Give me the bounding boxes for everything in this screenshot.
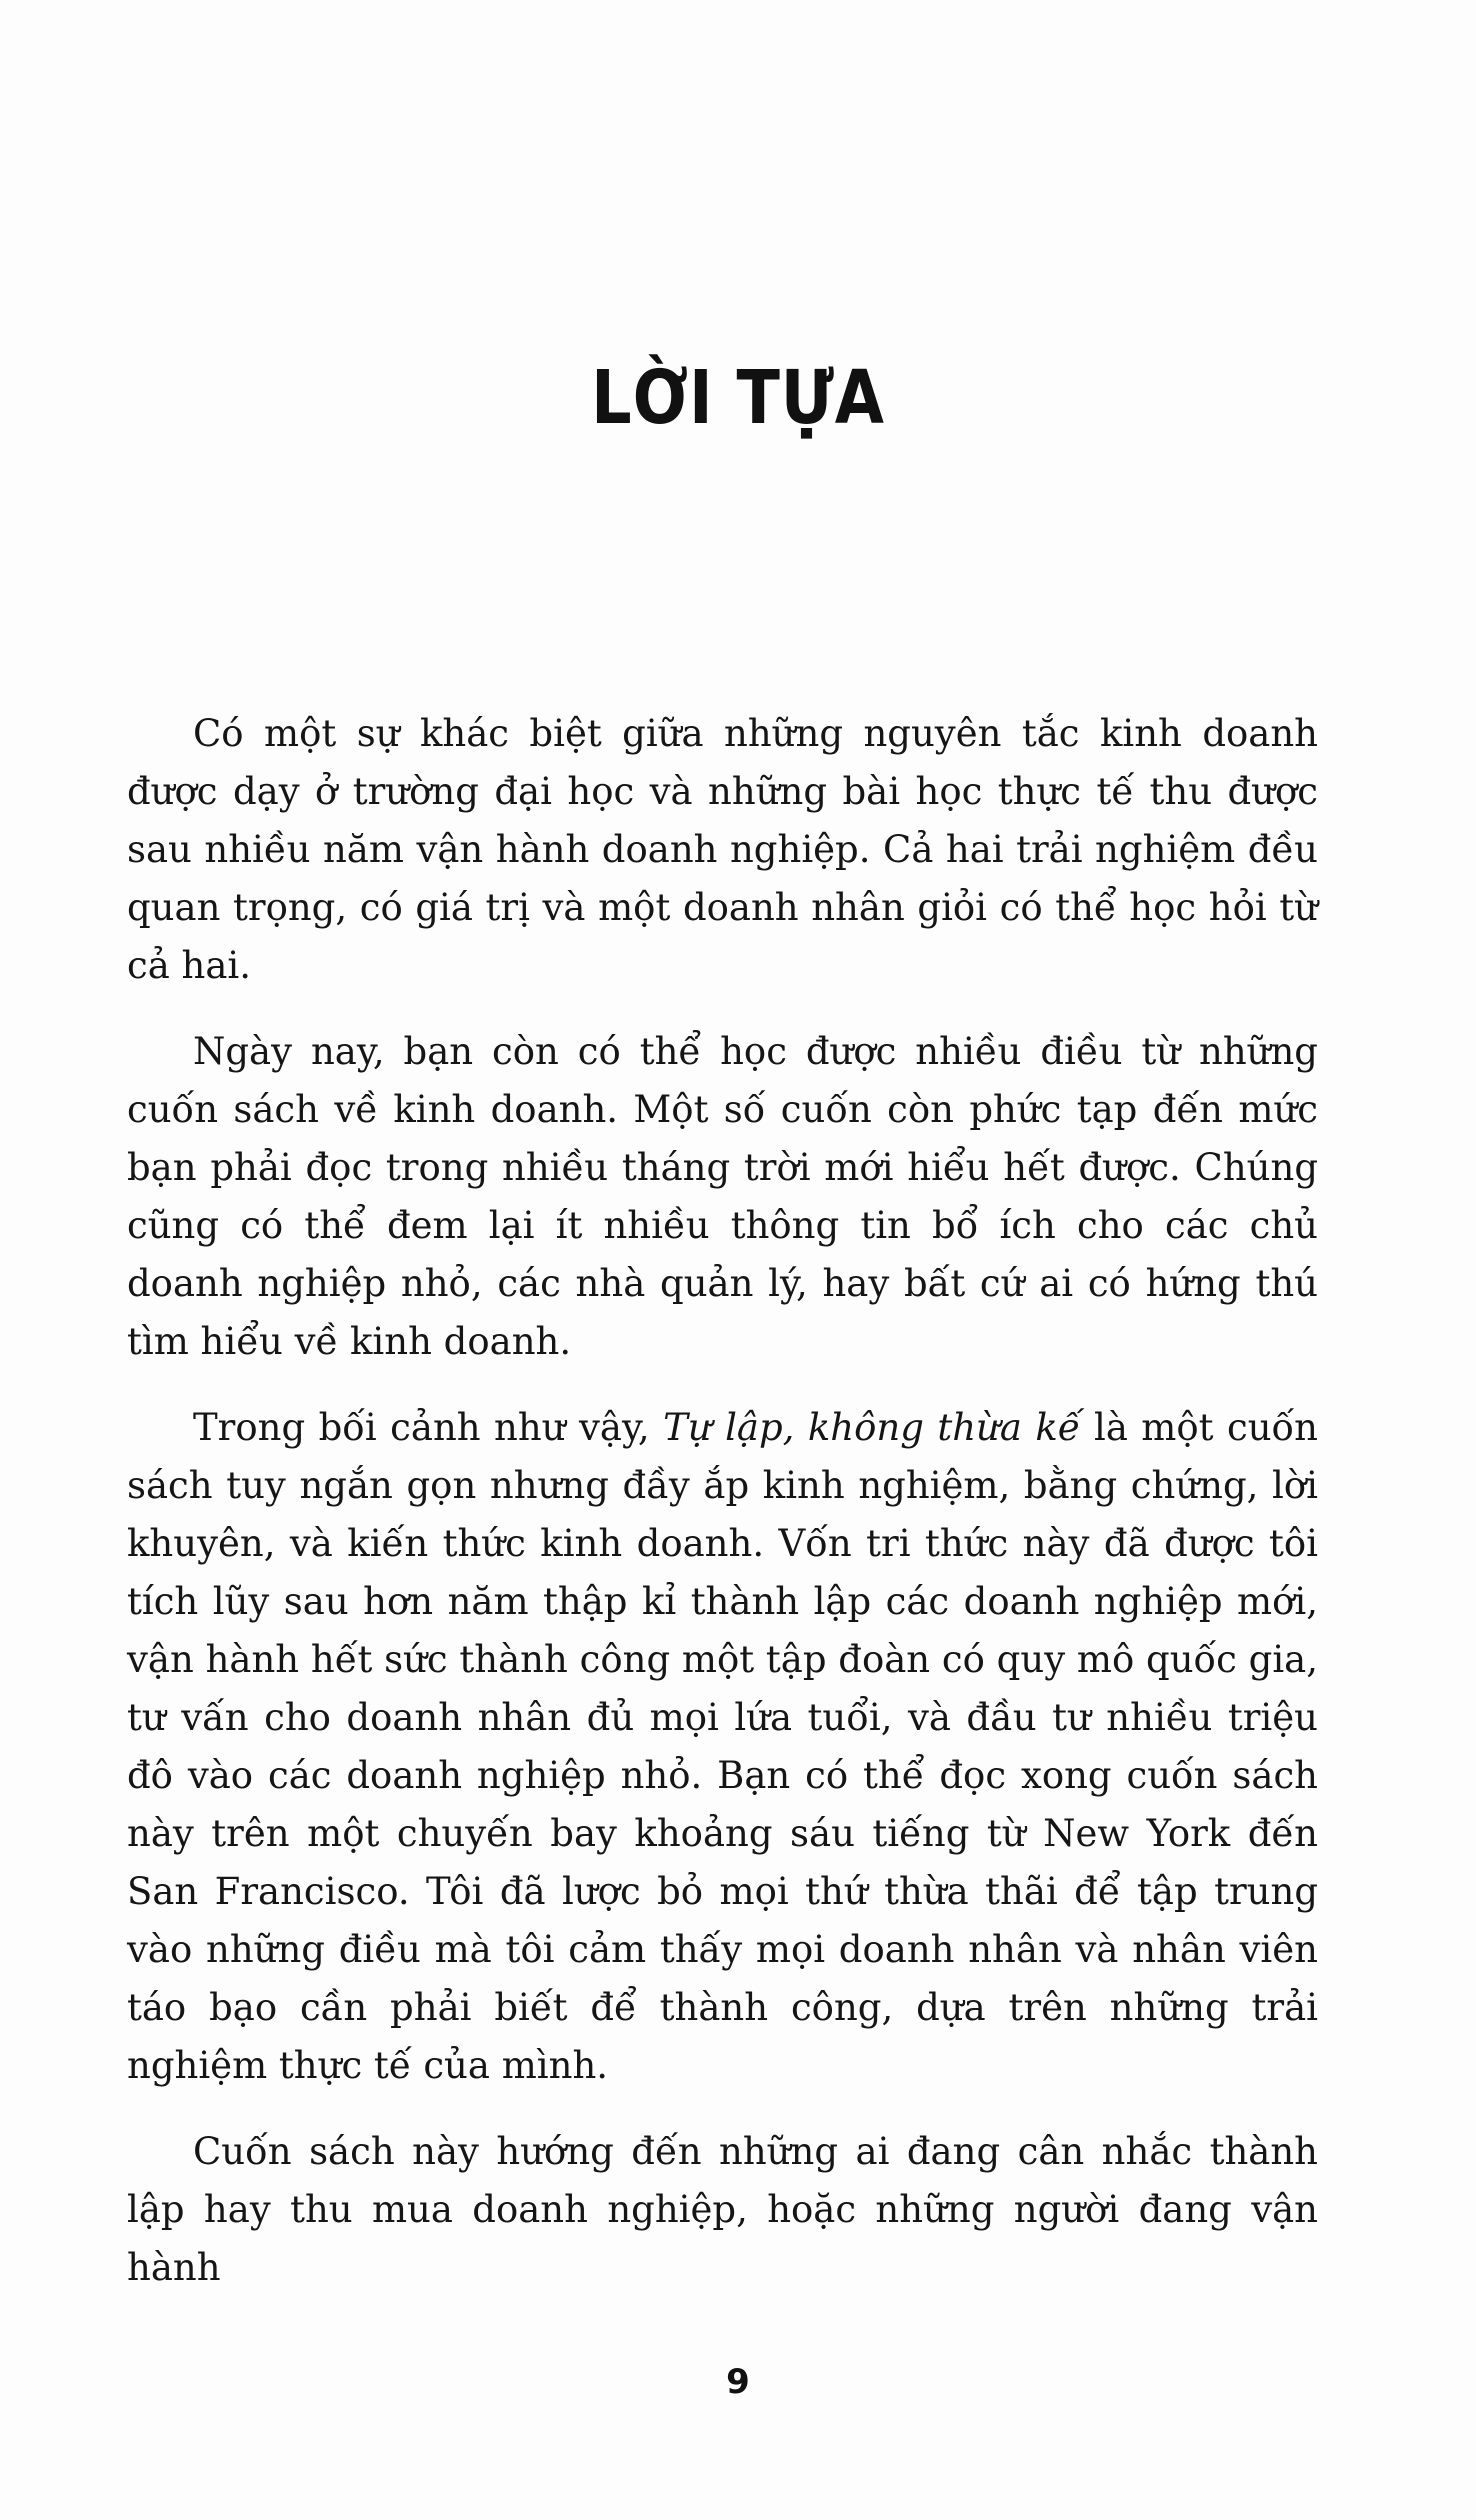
paragraph-3 xyxy=(127,1399,1318,2095)
page-number: 9 xyxy=(726,2362,750,2402)
paragraph-2: Ngày nay, bạn còn có thể học được nhiều điều từ những cuốn sách về kinh doanh. Một số cuốn còn phức tạp đến mức bạn phải đọc trong nhiều tháng trời mới hiểu hết được. Chúng cũng có thể đem lại ít nhiều thông tin bổ ích cho các chủ doanh nghiệp nhỏ, các nhà quản lý, hay bất cứ ai có hứng thú tìm hiểu về kinh doanh. xyxy=(127,1030,1318,1363)
paragraph-3-intro: Trong bối cảnh như vậy, xyxy=(193,1406,664,1449)
body-text xyxy=(127,705,1318,2297)
page-title: LỜI TỰA xyxy=(591,355,885,441)
paragraph-1: Có một sự khác biệt giữa những nguyên tắc kinh doanh được dạy ở trường đại học và những bài học thực tế thu được sau nhiều năm vận hành doanh nghiệp. Cả hai trải nghiệm đều quan trọng, có giá trị và một doanh nhân giỏi có thể học hỏi từ cả hai. xyxy=(127,712,1318,987)
paragraph-3-body: là một cuốn sách tuy ngắn gọn nhưng đầy ắp kinh nghiệm, bằng chứng, lời khuyên, và kiến thức kinh doanh. Vốn tri thức này đã được tôi tích lũy sau hơn năm thập kỉ thành lập các doanh nghiệp mới, vận hành hết sức thành công một tập đoàn có quy mô quốc gia, tư vấn cho doanh nhân đủ mọi lứa tuổi, và đầu tư nhiều triệu đô vào các doanh nghiệp nhỏ. Bạn có thể đọc xong cuốn sách này trên một chuyến bay khoảng sáu tiếng từ New York đến San Francisco. Tôi đã lược bỏ mọi thứ thừa thãi để tập trung vào những điều mà tôi cảm thấy mọi doanh nhân và nhân viên táo bạo cần phải biết để thành công, dựa trên những trải nghiệm thực tế của mình. xyxy=(127,1406,1318,2087)
book-title-italic: Tự lập, không thừa kế xyxy=(663,1406,1081,1449)
paragraph-4: Cuốn sách này hướng đến những ai đang cân nhắc thành lập hay thu mua doanh nghiệp, hoặc những người đang vận hành xyxy=(127,2130,1318,2289)
